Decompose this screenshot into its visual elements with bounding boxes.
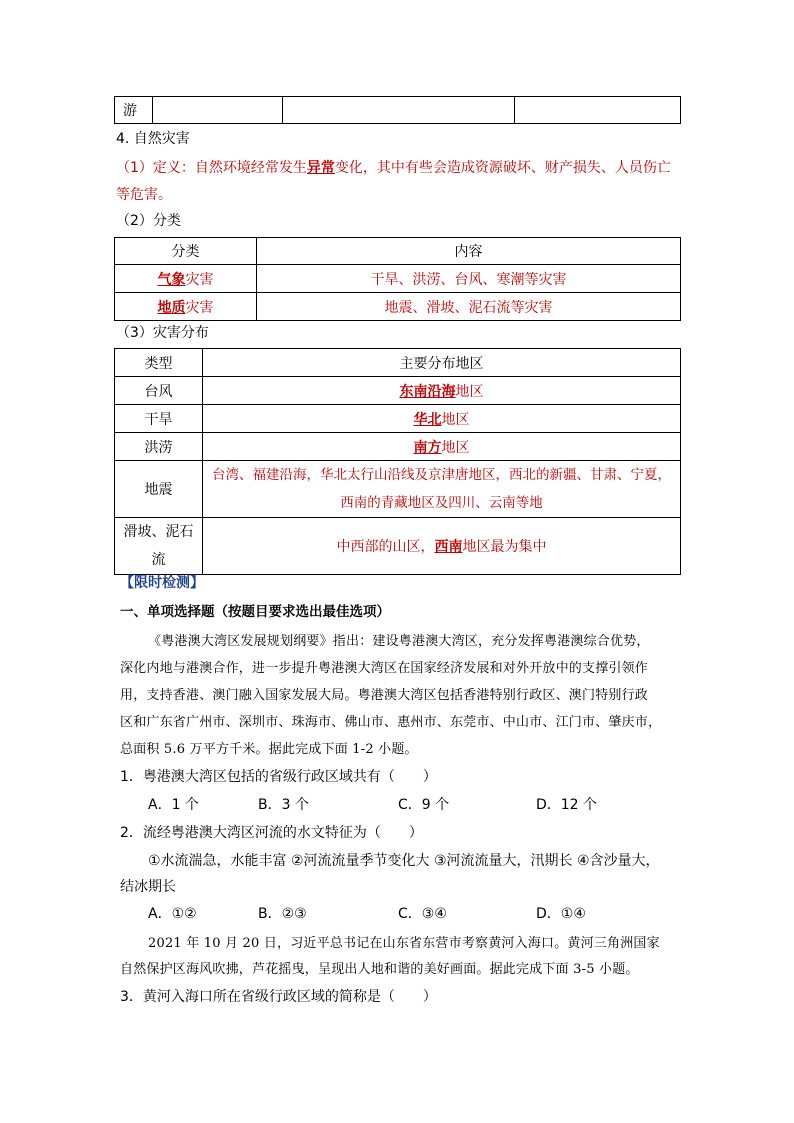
- earthquake-region-line-2: 西南的青藏地区及四川、云南等地: [340, 495, 543, 511]
- distribution-region-cell: [203, 405, 681, 433]
- classification-type-cell: [115, 293, 257, 321]
- top-table-cell: [153, 97, 283, 124]
- question-2-option: C．③④: [398, 906, 447, 922]
- distribution-table: [114, 348, 681, 575]
- earthquake-region-line-1: 台湾、福建沿海，华北太行山沿线及京津唐地区，西北的新疆、甘肃、宁夏，: [212, 467, 671, 483]
- section-heading: 4. 自然灾害: [116, 131, 190, 147]
- classification-content-cell: 地震、滑坡、泥石流等灾害: [257, 293, 681, 321]
- question-2-desc-line-2: 结冰期长: [120, 879, 176, 895]
- region-rest: 地区: [441, 439, 470, 456]
- passage-2-line: 自然保护区海风吹拂，芦花摇曳，呈现出人地和谐的美好画面。据此完成下面 3-5 小题。: [120, 962, 639, 977]
- distribution-region-cell: [203, 461, 681, 518]
- region-keyword: 华北: [413, 411, 442, 428]
- passage-1-line: 用，支持香港、澳门融入国家发展大局。粤港澳大湾区包括香港特别行政区、澳门特别行政: [120, 688, 649, 703]
- distribution-header-cell: 主要分布地区: [203, 349, 681, 377]
- question-2-option: D．①④: [536, 906, 586, 922]
- top-table-cell: [283, 97, 515, 124]
- passage-1-line: 深化内地与港澳合作，进一步提升粤港澳大湾区在国家经济发展和对外开放中的支撑引领作: [120, 661, 649, 676]
- landslide-type-line-1: 滑坡、泥石: [123, 524, 194, 540]
- distribution-type-cell: 干旱: [115, 405, 203, 433]
- section-title: 一、单项选择题（按题目要求选出最佳选项）: [120, 604, 390, 620]
- definition-keyword: 异常: [306, 160, 335, 176]
- passage-1-line: 总面积 5.6 万平方千米。据此完成下面 1-2 小题。: [120, 742, 418, 757]
- classification-header-cell: 分类: [115, 238, 257, 265]
- passage-2-line: 2021 年 10 月 20 日，习近平总书记在山东省东营市考察黄河入海口。黄河三角洲国家: [148, 936, 660, 951]
- question-2-option: A．①②: [148, 906, 197, 922]
- region-keyword: 东南沿海: [399, 383, 456, 400]
- region-rest: 地区: [455, 383, 484, 400]
- distribution-type-cell: [115, 518, 203, 575]
- region-rest: 地区最为集中: [462, 539, 547, 555]
- top-table: [114, 96, 681, 124]
- classification-type-rest: 灾害: [185, 299, 214, 316]
- definition-line: [116, 157, 671, 177]
- question-2-option: B．②③: [258, 906, 307, 922]
- distribution-region-cell: [203, 518, 681, 575]
- distribution-region-cell: [203, 377, 681, 405]
- region-keyword: 西南: [434, 539, 463, 555]
- question-1-option: C．9 个: [398, 797, 450, 813]
- distribution-region-cell: [203, 433, 681, 461]
- question-2-stem: 2．流经粤港澳大湾区河流的水文特征为（ ）: [120, 825, 423, 841]
- question-1-option: D．12 个: [536, 797, 598, 813]
- distribution-header-cell: 类型: [115, 349, 203, 377]
- region-pre: 中西部的山区，: [336, 539, 435, 555]
- question-1-option: A．1 个: [148, 797, 199, 813]
- definition-text-after: 变化，其中有些会造成资源破坏、财产损失、人员伤亡: [334, 160, 671, 176]
- definition-line-2: 等危害。: [116, 187, 172, 203]
- definition-prefix: （1）定义：: [116, 160, 195, 176]
- classification-type-rest: 灾害: [185, 271, 214, 288]
- classification-keyword: 气象: [157, 271, 186, 288]
- top-table-cell: [515, 97, 681, 124]
- passage-1-line: 区和广东省广州市、深圳市、珠海市、佛山市、惠州市、东莞市、中山市、江门市、肇庆市，: [120, 715, 662, 730]
- question-3-stem: 3．黄河入海口所在省级行政区域的简称是（ ）: [120, 989, 437, 1005]
- distribution-heading: （3）灾害分布: [116, 325, 209, 341]
- landslide-type-line-2: 流: [151, 552, 166, 568]
- classification-header-cell: 内容: [257, 238, 681, 265]
- region-rest: 地区: [441, 411, 470, 428]
- classification-content-cell: 干旱、洪涝、台风、寒潮等灾害: [257, 265, 681, 293]
- region-keyword: 南方: [413, 439, 442, 456]
- passage-1-line: 《粤港澳大湾区发展规划纲要》指出：建设粤港澳大湾区，充分发挥粤港澳综合优势，: [148, 634, 650, 649]
- question-1-stem: 1．粤港澳大湾区包括的省级行政区域共有（ ）: [120, 769, 437, 785]
- classification-heading: （2）分类: [116, 213, 181, 229]
- question-1-option: B．3 个: [258, 797, 309, 813]
- classification-type-cell: [115, 265, 257, 293]
- definition-text-before: 自然环境经常发生: [194, 160, 307, 176]
- classification-table: [114, 237, 681, 321]
- check-title: 【限时检测】: [120, 575, 204, 591]
- question-2-desc-line-1: ①水流湍急，水能丰富 ②河流流量季节变化大 ③河流流量大，汛期长 ④含沙量大，: [148, 853, 660, 869]
- distribution-type-cell: 地震: [115, 461, 203, 518]
- classification-keyword: 地质: [157, 299, 186, 316]
- top-table-row-label: 游: [115, 97, 153, 124]
- distribution-type-cell: 洪涝: [115, 433, 203, 461]
- distribution-type-cell: 台风: [115, 377, 203, 405]
